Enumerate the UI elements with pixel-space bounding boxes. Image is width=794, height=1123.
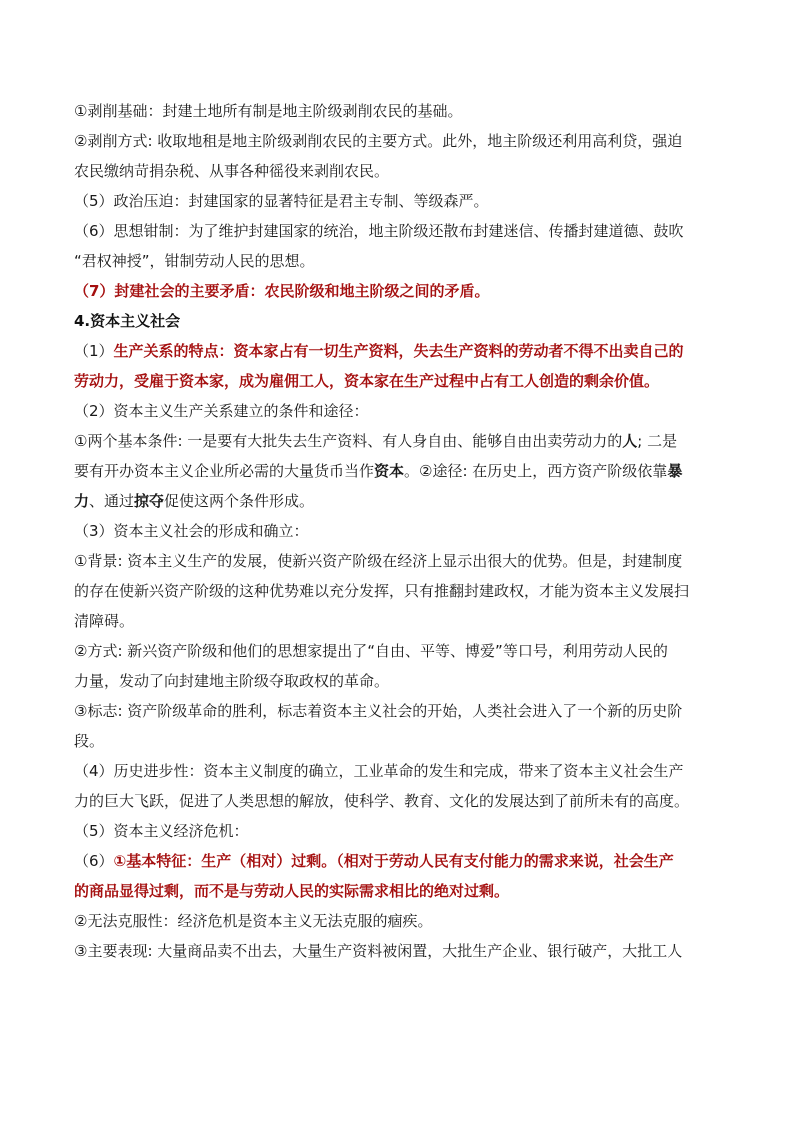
- text-segment: 段。: [74, 732, 105, 750]
- text-line: [74, 726, 726, 756]
- text-segment: （3）资本主义社会的形成和确立：: [74, 522, 309, 540]
- document-page: [74, 96, 726, 966]
- text-line: [74, 216, 726, 246]
- text-segment: ②方式: 新兴资产阶级和他们的思想家提出了“自由、平等、博爱”等口号，利用劳动人民的: [74, 642, 668, 660]
- text-segment: 促使这两个条件形成。: [164, 492, 315, 510]
- text-line: [74, 666, 726, 696]
- text-segment: 资本: [374, 462, 405, 480]
- text-segment: ①背景: 资本主义生产的发展，使新兴资产阶级在经济上显示出很大的优势。但是，封建制度: [74, 552, 683, 570]
- text-line: [74, 456, 726, 486]
- text-segment: （2）资本主义生产关系建立的条件和途径：: [74, 402, 369, 420]
- text-line: [74, 636, 726, 666]
- text-line: [74, 426, 726, 456]
- text-line: [74, 546, 726, 576]
- text-line: [74, 486, 726, 516]
- text-segment: 、通过: [89, 492, 135, 510]
- text-segment: 的存在使新兴资产阶级的这种优势难以充分发挥，只有推翻封建政权，才能为资本主义发展扫: [74, 582, 690, 600]
- text-segment: （6）思想钳制：为了维护封建国家的统治，地主阶级还散布封建迷信、传播封建道德、鼓吹: [74, 222, 684, 240]
- text-segment: ③标志: 资产阶级革命的胜利，标志着资本主义社会的开始，人类社会进入了一个新的历史阶: [74, 702, 683, 720]
- text-segment: ①剥削基础：封建土地所有制是地主阶级剥削农民的基础。: [74, 102, 463, 120]
- text-segment: （1）: [74, 342, 114, 360]
- text-segment: 生产关系的特点：资本家占有一切生产资料，失去生产资料的劳动者不得不出卖自己的: [113, 342, 684, 360]
- text-line: [74, 756, 726, 786]
- text-segment: ; 二是: [637, 432, 678, 450]
- text-line: [74, 936, 726, 966]
- text-line: [74, 366, 726, 396]
- text-line: [74, 96, 726, 126]
- text-line: [74, 576, 726, 606]
- text-segment: ①两个基本条件: 一是要有大批失去生产资料、有人身自由、能够自由出卖劳动力的: [74, 432, 623, 450]
- text-segment: （4）历史进步性：资本主义制度的确立，工业革命的发生和完成，带来了资本主义社会生产: [74, 762, 684, 780]
- text-segment: 暴: [667, 462, 683, 480]
- text-line: [74, 516, 726, 546]
- text-segment: 力量，发动了向封建地主阶级夺取政权的革命。: [74, 672, 390, 690]
- text-segment: ②无法克服性：经济危机是资本主义无法克服的痼疾。: [74, 912, 433, 930]
- text-line: [74, 276, 726, 306]
- text-segment: 力的巨大飞跃，促进了人类思想的解放，使科学、教育、文化的发展达到了前所未有的高度。: [74, 792, 690, 810]
- text-segment: （5）资本主义经济危机：: [74, 822, 249, 840]
- text-line: [74, 126, 726, 156]
- text-segment: “君权神授”，钳制劳动人民的思想。: [74, 252, 315, 270]
- text-line: [74, 156, 726, 186]
- text-line: [74, 336, 726, 366]
- text-segment: 人: [622, 432, 638, 450]
- text-line: [74, 606, 726, 636]
- text-line: [74, 846, 726, 876]
- text-segment: （5）政治压迫：封建国家的显著特征是君主专制、等级森严。: [74, 192, 489, 210]
- text-line: [74, 396, 726, 426]
- text-segment: ③主要表现: 大量商品卖不出去，大量生产资料被闲置，大批生产企业、银行破产，大批工人: [74, 942, 683, 960]
- text-line: [74, 186, 726, 216]
- text-segment: ①基本特征：生产（相对）过剩。（相对于劳动人民有支付能力的需求来说，社会生产: [113, 852, 674, 870]
- text-segment: 清障碍。: [74, 612, 135, 630]
- text-line: [74, 306, 726, 336]
- text-segment: （6）: [74, 852, 114, 870]
- text-segment: （7）封建社会的主要矛盾：农民阶级和地主阶级之间的矛盾。: [74, 282, 490, 300]
- section-heading: 4.资本主义社会: [74, 312, 181, 330]
- text-line: [74, 876, 726, 906]
- text-line: [74, 906, 726, 936]
- text-segment: ②剥削方式: 收取地租是地主阶级剥削农民的主要方式。此外，地主阶级还利用高利贷，强迫: [74, 132, 683, 150]
- text-line: [74, 786, 726, 816]
- text-segment: 农民缴纳苛捐杂税、从事各种徭役来剥削农民。: [74, 162, 390, 180]
- text-segment: 掠夺: [134, 492, 165, 510]
- text-line: [74, 816, 726, 846]
- text-line: [74, 246, 726, 276]
- text-segment: 要有开办资本主义企业所必需的大量货币当作: [74, 462, 375, 480]
- text-segment: 。②途径: 在历史上，西方资产阶级依靠: [404, 462, 668, 480]
- text-line: [74, 696, 726, 726]
- text-segment: 劳动力，受雇于资本家，成为雇佣工人，资本家在生产过程中占有工人创造的剩余价值。: [74, 372, 660, 390]
- text-segment: 力: [74, 492, 90, 510]
- text-segment: 的商品显得过剩，而不是与劳动人民的实际需求相比的绝对过剩。: [74, 882, 510, 900]
